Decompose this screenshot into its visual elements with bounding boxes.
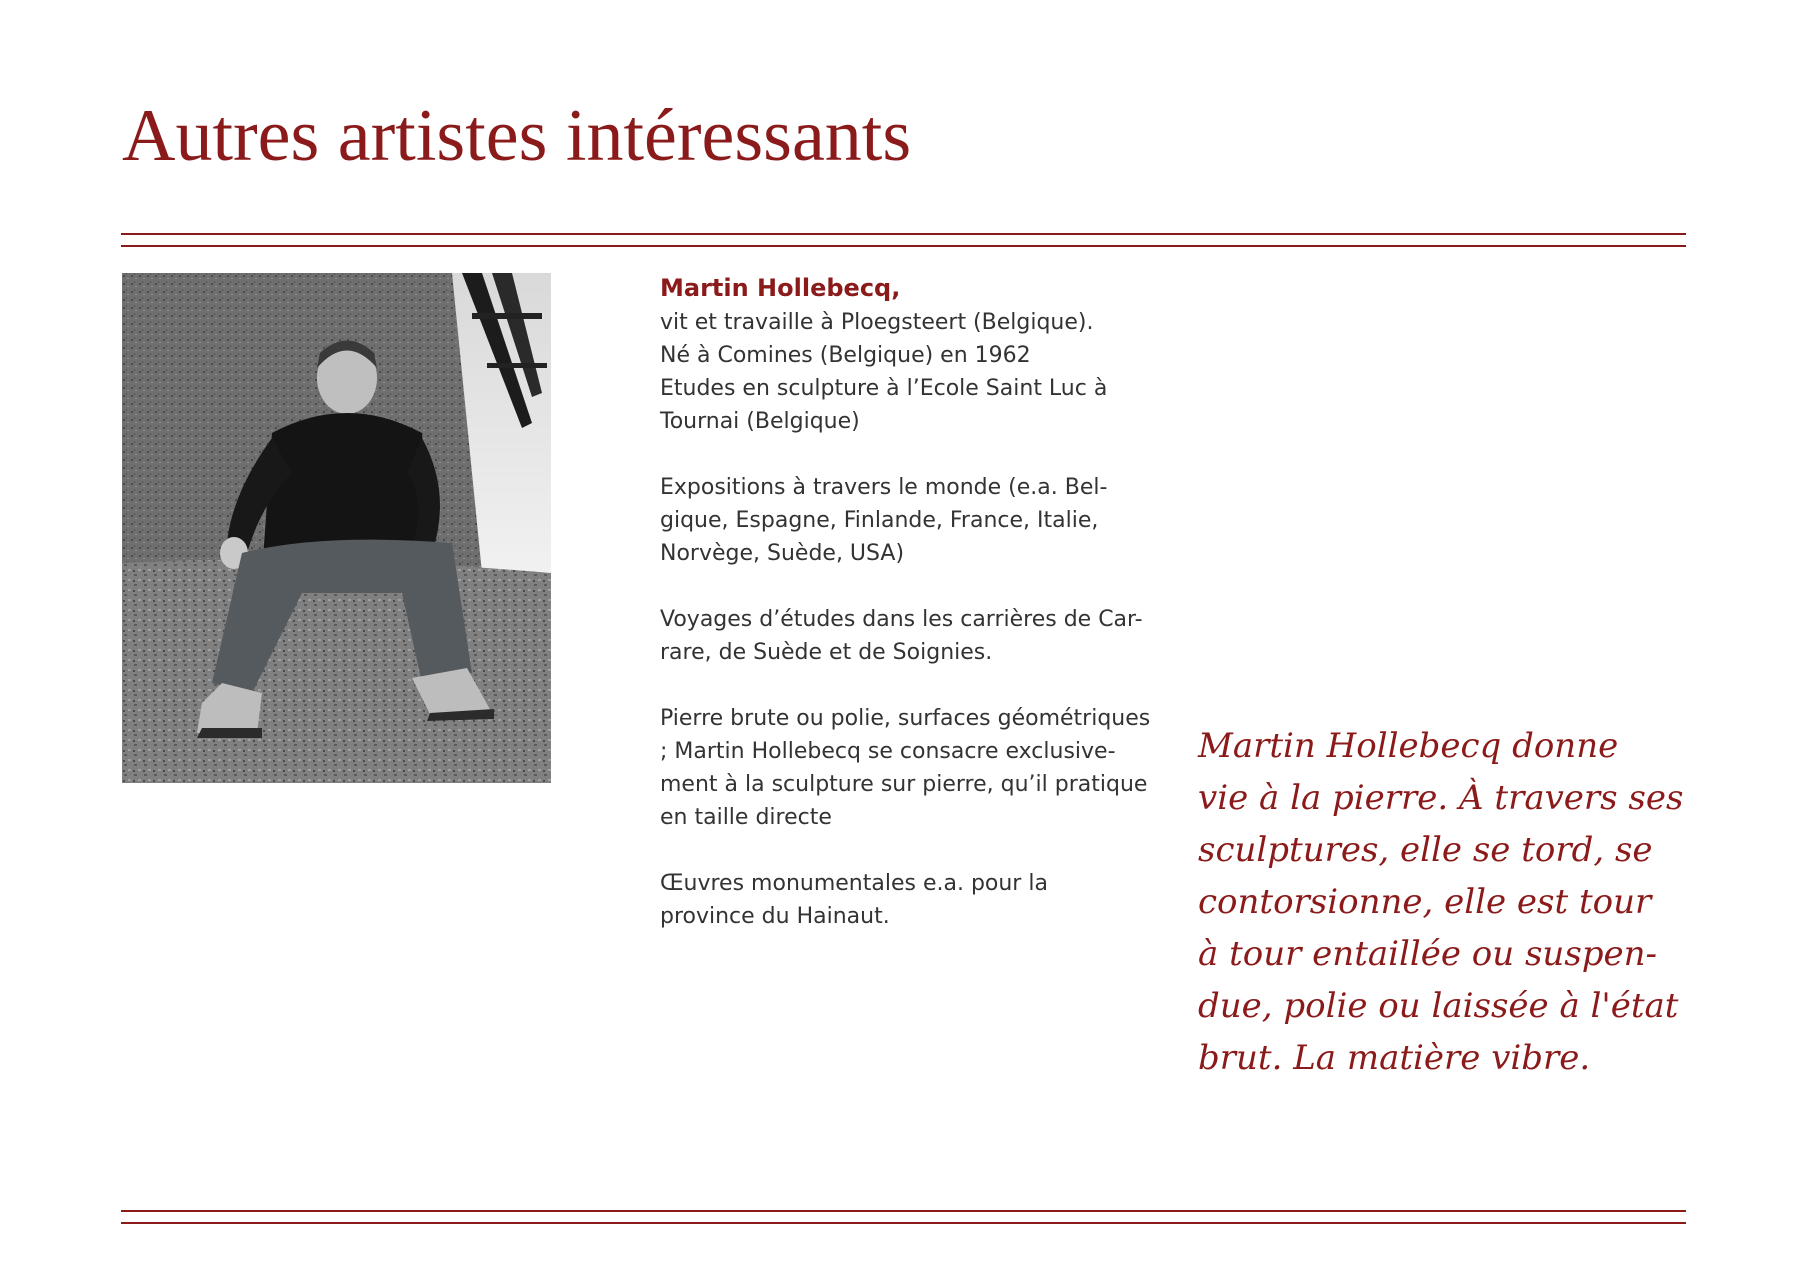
bio-expositions <box>660 471 1160 570</box>
bio-line: Expositions à travers le monde (e.a. Bel- <box>660 475 1108 500</box>
top-rule-lower <box>121 245 1686 247</box>
bio-line: Tournai (Belgique) <box>660 409 860 434</box>
bio-pierre <box>660 702 1160 834</box>
bio-line: Norvège, Suède, USA) <box>660 541 905 566</box>
page-title: Autres artistes intéressants <box>122 95 912 177</box>
quote-line: vie à la pierre. À travers ses <box>1198 778 1684 818</box>
quote-line: contorsionne, elle est tour <box>1198 882 1652 922</box>
artist-photo <box>122 273 551 783</box>
pull-quote <box>1198 720 1698 1084</box>
bio-line: en taille directe <box>660 805 832 830</box>
artist-bio <box>660 270 1160 933</box>
bio-line: gique, Espagne, Finlande, France, Italie, <box>660 508 1099 533</box>
bio-line: Voyages d’études dans les carrières de Car- <box>660 607 1143 632</box>
quote-line: Martin Hollebecq donne <box>1198 726 1619 766</box>
bio-line: rare, de Suède et de Soignies. <box>660 640 993 665</box>
top-rule-upper <box>121 233 1686 235</box>
quote-line: due, polie ou laissée à l'état <box>1198 986 1679 1026</box>
bio-line: Etudes en sculpture à l’Ecole Saint Luc à <box>660 376 1108 401</box>
bio-line: Pierre brute ou polie, surfaces géométriques <box>660 706 1151 731</box>
bio-line: Œuvres monumentales e.a. pour la <box>660 871 1048 896</box>
bio-line: ment à la sculpture sur pierre, qu’il pratique <box>660 772 1148 797</box>
quote-line: sculptures, elle se tord, se <box>1198 830 1653 870</box>
artist-name: Martin Hollebecq, <box>660 274 901 302</box>
bio-voyages <box>660 603 1160 669</box>
artist-photo-image <box>122 273 551 783</box>
quote-line: brut. La matière vibre. <box>1198 1038 1591 1078</box>
bio-line: vit et travaille à Ploegsteert (Belgique). <box>660 310 1094 335</box>
bio-line: Né à Comines (Belgique) en 1962 <box>660 343 1031 368</box>
quote-line: à tour entaillée ou suspen- <box>1198 934 1658 974</box>
bottom-rule-upper <box>121 1210 1686 1212</box>
bottom-rule-lower <box>121 1222 1686 1224</box>
bio-line: ; Martin Hollebecq se consacre exclusive- <box>660 739 1116 764</box>
bio-oeuvres <box>660 867 1160 933</box>
bio-line: province du Hainaut. <box>660 904 890 929</box>
